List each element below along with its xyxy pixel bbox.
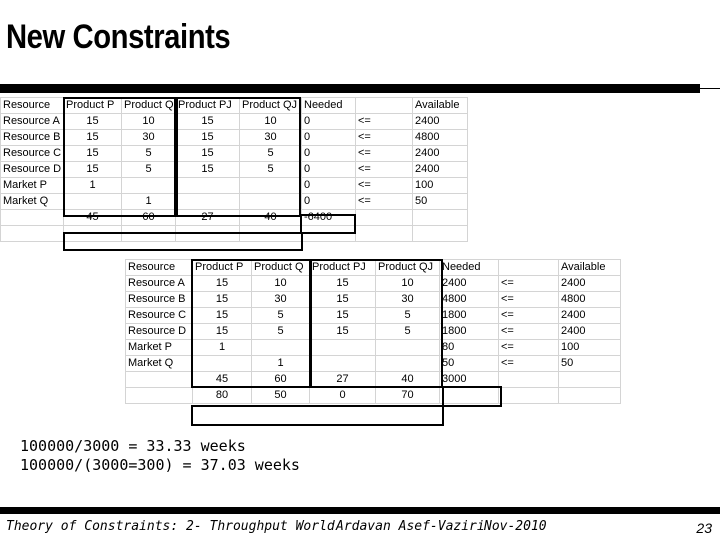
cell[interactable] xyxy=(356,226,413,242)
cell[interactable]: 4800 xyxy=(559,292,621,308)
spreadsheet-solved xyxy=(125,259,621,404)
cell[interactable]: 15 xyxy=(310,292,376,308)
cell[interactable]: Resource D xyxy=(126,324,193,340)
cell[interactable] xyxy=(559,372,621,388)
header-cell[interactable]: Product Q xyxy=(122,98,176,114)
cell[interactable]: 30 xyxy=(376,292,440,308)
cell[interactable]: Resource A xyxy=(1,114,64,130)
cell[interactable]: 0 xyxy=(302,178,356,194)
cell[interactable]: 30 xyxy=(122,130,176,146)
header-cell[interactable]: Product QJ xyxy=(376,260,440,276)
footer-course: Theory of Constraints: 2- Throughput World xyxy=(6,519,335,534)
cell[interactable]: 15 xyxy=(310,276,376,292)
header-cell[interactable]: Needed xyxy=(440,260,499,276)
cell[interactable]: 10 xyxy=(252,276,310,292)
cell[interactable]: 15 xyxy=(64,146,122,162)
cell[interactable]: 100 xyxy=(559,340,621,356)
cell[interactable]: Market Q xyxy=(1,194,64,210)
cell[interactable]: <= xyxy=(499,308,559,324)
cell[interactable] xyxy=(413,226,468,242)
calc-line-1: 100000/3000 = 33.33 weeks xyxy=(20,437,246,455)
cell[interactable] xyxy=(302,226,356,242)
cell[interactable]: Resource D xyxy=(1,162,64,178)
footer-author: Ardavan Asef-Vaziri xyxy=(336,519,485,534)
cell[interactable]: 15 xyxy=(193,324,252,340)
cell[interactable]: 0 xyxy=(302,146,356,162)
cell[interactable]: 1800 xyxy=(440,308,499,324)
table-row xyxy=(126,388,621,404)
cell[interactable]: 15 xyxy=(176,114,240,130)
cell[interactable]: <= xyxy=(499,324,559,340)
cell[interactable]: 60 xyxy=(122,210,176,226)
cell[interactable] xyxy=(176,226,240,242)
cell[interactable]: 0 xyxy=(302,194,356,210)
cell[interactable]: 30 xyxy=(252,292,310,308)
cell[interactable]: 5 xyxy=(252,308,310,324)
cell[interactable]: Resource B xyxy=(1,130,64,146)
cell[interactable] xyxy=(122,226,176,242)
cell[interactable]: 1 xyxy=(193,340,252,356)
cell[interactable] xyxy=(240,178,302,194)
cell[interactable] xyxy=(1,226,64,242)
header-cell[interactable]: Product PJ xyxy=(310,260,376,276)
table-row xyxy=(1,210,468,226)
cell[interactable]: <= xyxy=(356,114,413,130)
table-row xyxy=(126,276,621,292)
header-cell[interactable]: Needed xyxy=(302,98,356,114)
cell[interactable]: 27 xyxy=(176,210,240,226)
table-row xyxy=(1,178,468,194)
cell[interactable]: 15 xyxy=(193,308,252,324)
cell[interactable]: 15 xyxy=(64,130,122,146)
cell[interactable]: 2400 xyxy=(413,114,468,130)
cell[interactable]: 15 xyxy=(176,130,240,146)
cell[interactable] xyxy=(126,388,193,404)
decision-row-outline-2 xyxy=(191,405,444,426)
cell[interactable] xyxy=(1,210,64,226)
cell[interactable]: <= xyxy=(356,178,413,194)
cell[interactable]: 5 xyxy=(376,324,440,340)
cell[interactable]: 10 xyxy=(376,276,440,292)
header-cell[interactable]: Product PJ xyxy=(176,98,240,114)
table-row xyxy=(126,324,621,340)
cell[interactable]: 15 xyxy=(64,162,122,178)
cell[interactable] xyxy=(126,372,193,388)
cell[interactable]: 40 xyxy=(240,210,302,226)
cell[interactable]: <= xyxy=(356,194,413,210)
cell[interactable]: <= xyxy=(499,340,559,356)
cell[interactable]: 15 xyxy=(64,114,122,130)
cell[interactable]: <= xyxy=(356,162,413,178)
table-row xyxy=(126,308,621,324)
cell[interactable]: 5 xyxy=(240,146,302,162)
cell[interactable]: Resource B xyxy=(126,292,193,308)
table-row xyxy=(1,226,468,242)
header-cell[interactable]: Resource xyxy=(126,260,193,276)
table-row xyxy=(1,146,468,162)
cell[interactable]: 0 xyxy=(302,162,356,178)
table-row xyxy=(126,340,621,356)
header-cell[interactable]: Product P xyxy=(64,98,122,114)
cell[interactable]: 2400 xyxy=(559,308,621,324)
cell[interactable] xyxy=(193,356,252,372)
cell[interactable]: 30 xyxy=(240,130,302,146)
footer-divider xyxy=(0,507,720,514)
page-number: 23 xyxy=(696,520,712,536)
cell[interactable] xyxy=(176,178,240,194)
cell[interactable]: 45 xyxy=(193,372,252,388)
header-cell[interactable]: Product Q xyxy=(252,260,310,276)
cell[interactable] xyxy=(310,356,376,372)
cell[interactable]: <= xyxy=(499,276,559,292)
footer-date: Nov-2010 xyxy=(484,519,547,534)
cell[interactable]: 3000 xyxy=(440,372,499,388)
table-row xyxy=(1,194,468,210)
cell[interactable]: 2400 xyxy=(413,162,468,178)
cell[interactable]: 2400 xyxy=(559,324,621,340)
header-row xyxy=(1,98,468,114)
cell[interactable] xyxy=(356,210,413,226)
cell[interactable]: 1 xyxy=(64,178,122,194)
cell[interactable]: 100 xyxy=(413,178,468,194)
cell[interactable]: 80 xyxy=(440,340,499,356)
cell[interactable]: 1 xyxy=(122,194,176,210)
header-cell[interactable]: Resource xyxy=(1,98,64,114)
cell[interactable] xyxy=(376,356,440,372)
table-row xyxy=(126,356,621,372)
cell[interactable] xyxy=(499,388,559,404)
header-cell[interactable] xyxy=(499,260,559,276)
cell[interactable]: 15 xyxy=(176,146,240,162)
cell[interactable]: 0 xyxy=(302,130,356,146)
cell[interactable]: <= xyxy=(499,356,559,372)
cell[interactable]: 50 xyxy=(559,356,621,372)
cell[interactable]: 60 xyxy=(252,372,310,388)
header-cell[interactable] xyxy=(356,98,413,114)
cell[interactable]: Market P xyxy=(1,178,64,194)
table-row xyxy=(1,130,468,146)
cell[interactable]: 27 xyxy=(310,372,376,388)
cell[interactable] xyxy=(240,226,302,242)
cell[interactable]: 2400 xyxy=(559,276,621,292)
cell[interactable]: <= xyxy=(356,146,413,162)
cell[interactable]: <= xyxy=(356,130,413,146)
cell[interactable] xyxy=(176,194,240,210)
header-cell[interactable]: Available xyxy=(559,260,621,276)
cell[interactable] xyxy=(310,340,376,356)
cell[interactable]: Market Q xyxy=(126,356,193,372)
cell[interactable] xyxy=(413,210,468,226)
cell[interactable]: 2400 xyxy=(413,146,468,162)
cell[interactable]: 5 xyxy=(122,146,176,162)
cell[interactable]: Resource C xyxy=(1,146,64,162)
cell[interactable]: -6400 xyxy=(302,210,356,226)
cell[interactable]: 0 xyxy=(310,388,376,404)
cell[interactable] xyxy=(64,194,122,210)
cell[interactable]: 2400 xyxy=(440,276,499,292)
cell[interactable]: 10 xyxy=(122,114,176,130)
cell[interactable]: 5 xyxy=(252,324,310,340)
table-row xyxy=(126,292,621,308)
cell[interactable] xyxy=(376,340,440,356)
cell[interactable]: 70 xyxy=(376,388,440,404)
cell[interactable] xyxy=(240,194,302,210)
title-divider xyxy=(0,84,700,93)
cell[interactable]: 5 xyxy=(240,162,302,178)
table-row xyxy=(126,372,621,388)
cell[interactable]: 15 xyxy=(193,292,252,308)
cell[interactable]: 15 xyxy=(310,308,376,324)
cell[interactable] xyxy=(499,372,559,388)
cell[interactable]: 50 xyxy=(413,194,468,210)
cell[interactable] xyxy=(122,178,176,194)
cell[interactable] xyxy=(252,340,310,356)
header-cell[interactable]: Product P xyxy=(193,260,252,276)
table-row xyxy=(1,114,468,130)
cell[interactable]: 5 xyxy=(122,162,176,178)
cell[interactable]: 4800 xyxy=(413,130,468,146)
calculation-notes xyxy=(20,437,300,475)
cell[interactable]: 4800 xyxy=(440,292,499,308)
cell[interactable]: Resource A xyxy=(126,276,193,292)
cell[interactable]: Resource C xyxy=(126,308,193,324)
cell[interactable]: <= xyxy=(499,292,559,308)
cell[interactable]: 15 xyxy=(193,276,252,292)
cell[interactable]: 5 xyxy=(376,308,440,324)
cell[interactable]: 15 xyxy=(310,324,376,340)
header-row xyxy=(126,260,621,276)
cell[interactable]: 1800 xyxy=(440,324,499,340)
cell[interactable] xyxy=(440,388,499,404)
cell[interactable]: 80 xyxy=(193,388,252,404)
cell[interactable]: 15 xyxy=(176,162,240,178)
spreadsheet-initial xyxy=(0,97,468,242)
cell[interactable]: 40 xyxy=(376,372,440,388)
table-row xyxy=(1,162,468,178)
cell[interactable] xyxy=(64,226,122,242)
cell[interactable]: 50 xyxy=(440,356,499,372)
cell[interactable]: Market P xyxy=(126,340,193,356)
slide-title: New Constraints xyxy=(6,18,231,56)
title-divider-tail xyxy=(700,88,720,89)
header-cell[interactable]: Product QJ xyxy=(240,98,302,114)
cell[interactable]: 0 xyxy=(302,114,356,130)
cell[interactable] xyxy=(559,388,621,404)
cell[interactable]: 45 xyxy=(64,210,122,226)
header-cell[interactable]: Available xyxy=(413,98,468,114)
calc-line-2: 100000/(3000=300) = 37.03 weeks xyxy=(20,456,300,474)
cell[interactable]: 50 xyxy=(252,388,310,404)
cell[interactable]: 10 xyxy=(240,114,302,130)
cell[interactable]: 1 xyxy=(252,356,310,372)
